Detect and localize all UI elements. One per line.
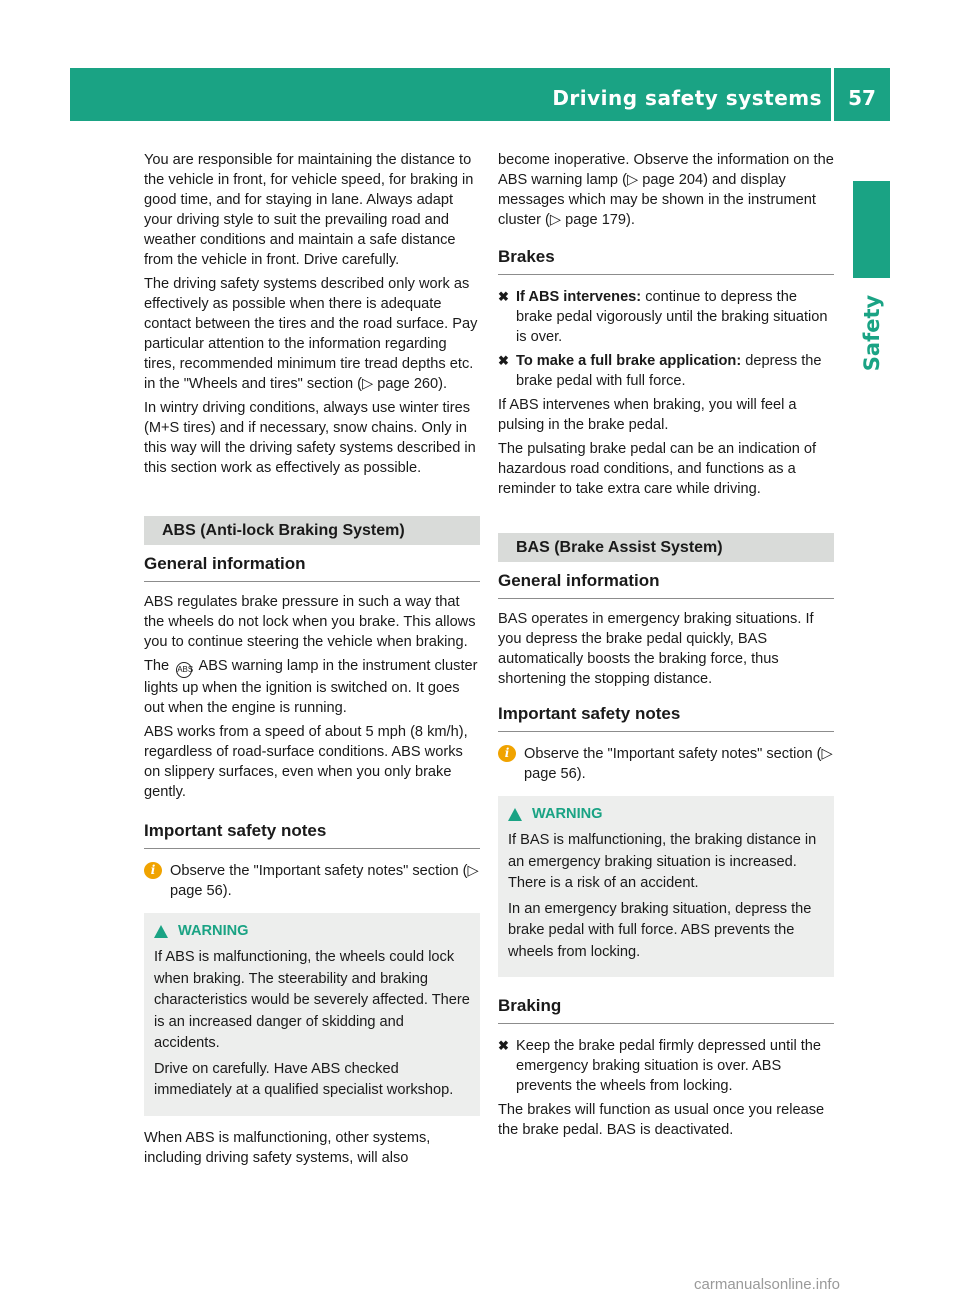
warning-text: If BAS is malfunctioning, the braking distance in an emergency braking situation is increased. There is a risk of an accident. [508, 832, 817, 891]
instruction-step [498, 1036, 834, 1096]
header-divider [831, 68, 834, 121]
side-tab [853, 278, 890, 388]
closing-paragraph: When ABS is malfunctioning, other systems, including driving safety systems, will also [144, 1129, 431, 1166]
side-tab-label: Safety [859, 294, 884, 372]
warning-box [498, 796, 834, 977]
section-band-abs: ABS (Anti-lock Braking System) [144, 516, 480, 545]
step-arrow-icon: ✖ [498, 289, 509, 304]
heading-important-safety-notes: Important safety notes [498, 703, 834, 732]
warning-header [154, 921, 470, 941]
page-number: 57 [848, 86, 876, 110]
warning-label: WARNING [178, 923, 249, 939]
warning-text: Drive on carefully. Have ABS checked immediately at a qualified specialist workshop. [154, 1060, 454, 1098]
brakes-paragraph: The pulsating brake pedal can be an indication of hazardous road conditions, and functions as a reminder to take extra care while driving. [498, 441, 817, 497]
step-arrow-icon: ✖ [498, 1038, 509, 1053]
page-header-title: Driving safety systems [552, 86, 822, 110]
intro-paragraph: In wintry driving conditions, always use winter tires (M+S tires) and if necessary, snow chains. Only in this way will the driving safety systems described in this section work as effectively as possible. [144, 400, 476, 476]
info-note-text: Observe the "Important safety notes" section (▷ page 56). [170, 863, 479, 899]
warning-text: In an emergency braking situation, depress the brake pedal with full force. ABS prevents the wheels from locking. [508, 900, 812, 960]
step-bold-label: If ABS intervenes: [516, 289, 642, 305]
side-tab-marker [853, 181, 890, 278]
abs-lamp-prefix: The [144, 658, 170, 674]
warning-header [508, 804, 824, 824]
braking-paragraph: The brakes will function as usual once you release the brake pedal. BAS is deactivated. [498, 1102, 825, 1138]
warning-label: WARNING [532, 806, 603, 822]
abs-warning-lamp-icon: ABS [176, 662, 192, 678]
heading-braking: Braking [498, 995, 834, 1024]
warning-triangle-icon [154, 925, 168, 938]
step-text: depress the brake pedal with full force. [516, 353, 822, 389]
step-text: Keep the brake pedal firmly depressed until the emergency braking situation is over. ABS prevents the wheels from locking. [516, 1038, 822, 1094]
bas-paragraph: BAS operates in emergency braking situations. If you depress the brake pedal quickly, BAS automatically boosts the braking force, thus shortening the stopping distance. [498, 611, 814, 687]
step-bold-label: To make a full brake application: [516, 353, 742, 369]
watermark: carmanualsonline.info [694, 1276, 840, 1293]
abs-paragraph: ABS regulates brake pressure in such a way that the wheels do not lock when you brake. This allows you to continue steering the vehicle when braking. [144, 594, 476, 650]
warning-triangle-icon [508, 808, 522, 821]
intro-paragraph: The driving safety systems described only work as effectively as possible when there is adequate contact between the tires and the road surface. Pay particular attention to the information regarding tires, recommended minimum tire tread depths etc. in the "Wheels and tires" section (▷ page 260). [144, 276, 478, 392]
heading-general-information: General information [144, 553, 480, 582]
abs-lamp-text: ABS warning lamp in the instrument cluster lights up when the ignition is switched on. It goes out when the engine is running. [144, 658, 478, 716]
intro-paragraph: You are responsible for maintaining the distance to the vehicle in front, for vehicle speed, for braking in good time, and for staying in lane. Always adapt your driving style to suit the prevailing road and weather conditions and maintain a safe distance from the vehicle in front. Drive carefully. [144, 152, 474, 268]
heading-brakes: Brakes [498, 246, 834, 275]
warning-box [144, 913, 480, 1116]
heading-important-safety-notes: Important safety notes [144, 820, 480, 849]
info-note-text: Observe the "Important safety notes" section (▷ page 56). [524, 746, 833, 782]
section-band-bas: BAS (Brake Assist System) [498, 533, 834, 562]
step-arrow-icon: ✖ [498, 353, 509, 368]
continued-paragraph: become inoperative. Observe the information on the ABS warning lamp (▷ page 204) and display messages which may be shown in the instrument cluster (▷ page 179). [498, 152, 834, 228]
brakes-paragraph: If ABS intervenes when braking, you will feel a pulsing in the brake pedal. [498, 397, 797, 433]
info-icon: i [144, 862, 162, 879]
info-note [498, 744, 834, 784]
right-column [498, 150, 834, 1144]
abs-lamp-paragraph [144, 656, 480, 718]
heading-general-information: General information [498, 570, 834, 599]
info-note [144, 861, 480, 901]
abs-paragraph: ABS works from a speed of about 5 mph (8 km/h), regardless of road-surface conditions. ABS works on slippery surfaces, even when you only brake gently. [144, 724, 468, 800]
step-text: continue to depress the brake pedal vigorously until the braking situation is over. [516, 289, 828, 345]
warning-text: If ABS is malfunctioning, the wheels could lock when braking. The steerability and braking characteristics would be severely affected. There is an increased danger of skidding and accidents. [154, 949, 470, 1051]
info-icon: i [498, 745, 516, 762]
left-column [144, 150, 480, 1172]
instruction-step [498, 351, 834, 391]
instruction-step [498, 287, 834, 347]
